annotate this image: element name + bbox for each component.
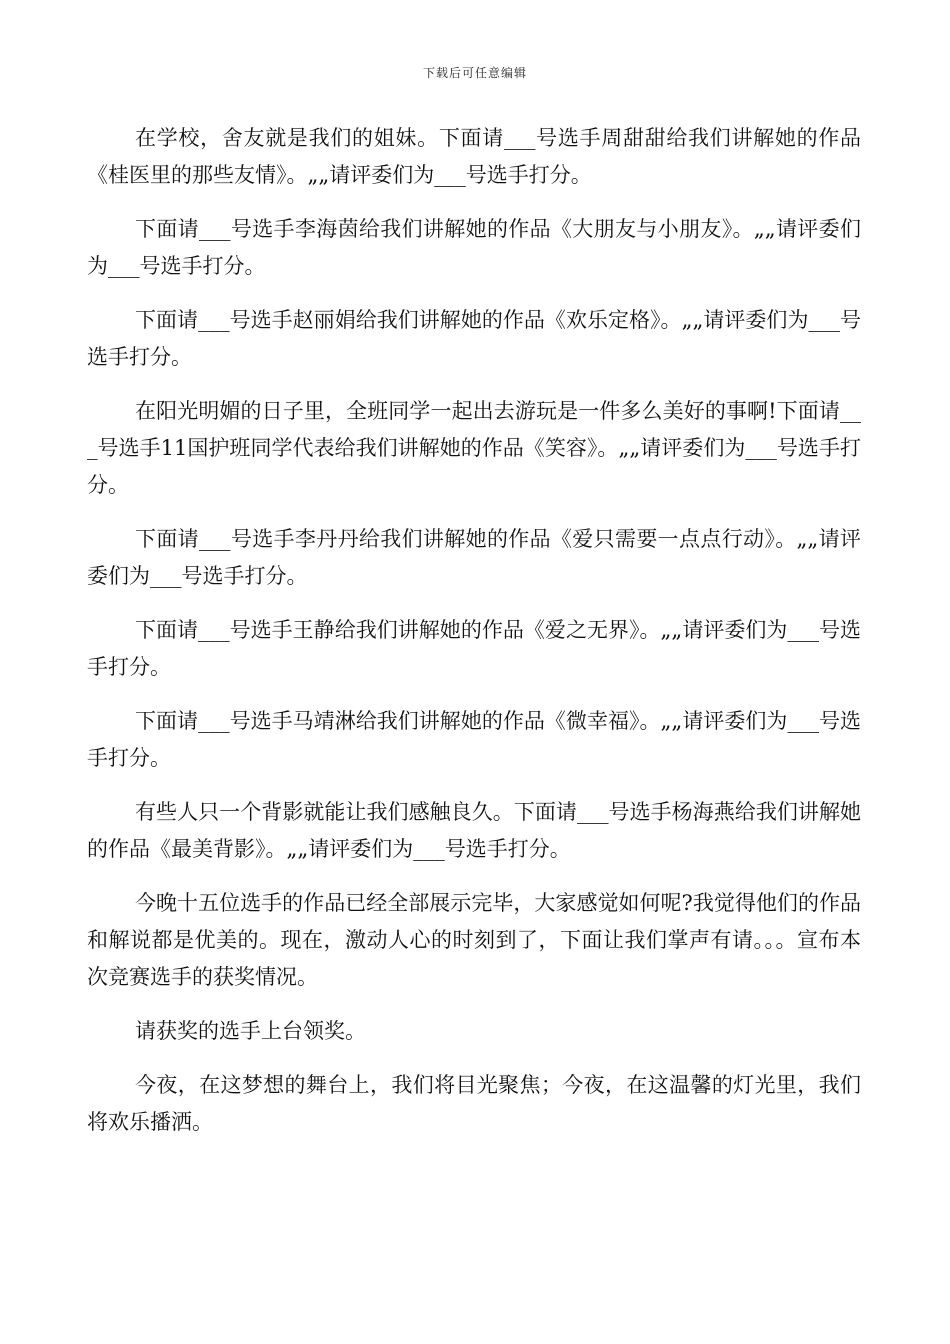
paragraph-1: 在学校，舍友就是我们的姐妹。下面请___号选手周甜甜给我们讲解她的作品《桂医里的那些友情》。„„请评委们为___号选手打分。 <box>87 126 861 187</box>
paragraph-3: 下面请___号选手赵丽娟给我们讲解她的作品《欢乐定格》。„„请评委们为___号选手打分。 <box>87 308 861 369</box>
paragraph-5: 下面请___号选手李丹丹给我们讲解她的作品《爱只需要一点点行动》。„„请评委们为___号选手打分。 <box>87 527 861 588</box>
document-body <box>87 120 861 1158</box>
paragraph-4: 在阳光明媚的日子里，全班同学一起出去游玩是一件多么美好的事啊!下面请___号选手11国护班同学代表给我们讲解她的作品《笑容》。„„请评委们为___号选手打分。 <box>87 399 861 497</box>
paragraph-2: 下面请___号选手李海茵给我们讲解她的作品《大朋友与小朋友》。„„请评委们为___号选手打分。 <box>87 217 861 278</box>
paragraph-8: 有些人只一个背影就能让我们感触良久。下面请___号选手杨海燕给我们讲解她的作品《最美背影》。„„请评委们为___号选手打分。 <box>87 800 861 861</box>
paragraph-10: 请获奖的选手上台领奖。 <box>135 1019 366 1043</box>
paragraph-9: 今晚十五位选手的作品已经全部展示完毕，大家感觉如何呢?我觉得他们的作品和解说都是优美的。现在，激动人心的时刻到了，下面让我们掌声有请。。。宣布本次竞赛选手的获奖情况。 <box>87 891 861 989</box>
paragraph-6: 下面请___号选手王静给我们讲解她的作品《爱之无界》。„„请评委们为___号选手打分。 <box>87 618 861 679</box>
paragraph-11: 今夜，在这梦想的舞台上，我们将目光聚焦；今夜，在这温馨的灯光里，我们将欢乐播洒。 <box>87 1073 861 1134</box>
paragraph-7: 下面请___号选手马靖淋给我们讲解她的作品《微幸福》。„„请评委们为___号选手打分。 <box>87 709 861 770</box>
page-header: 下载后可任意编辑 <box>422 66 527 80</box>
